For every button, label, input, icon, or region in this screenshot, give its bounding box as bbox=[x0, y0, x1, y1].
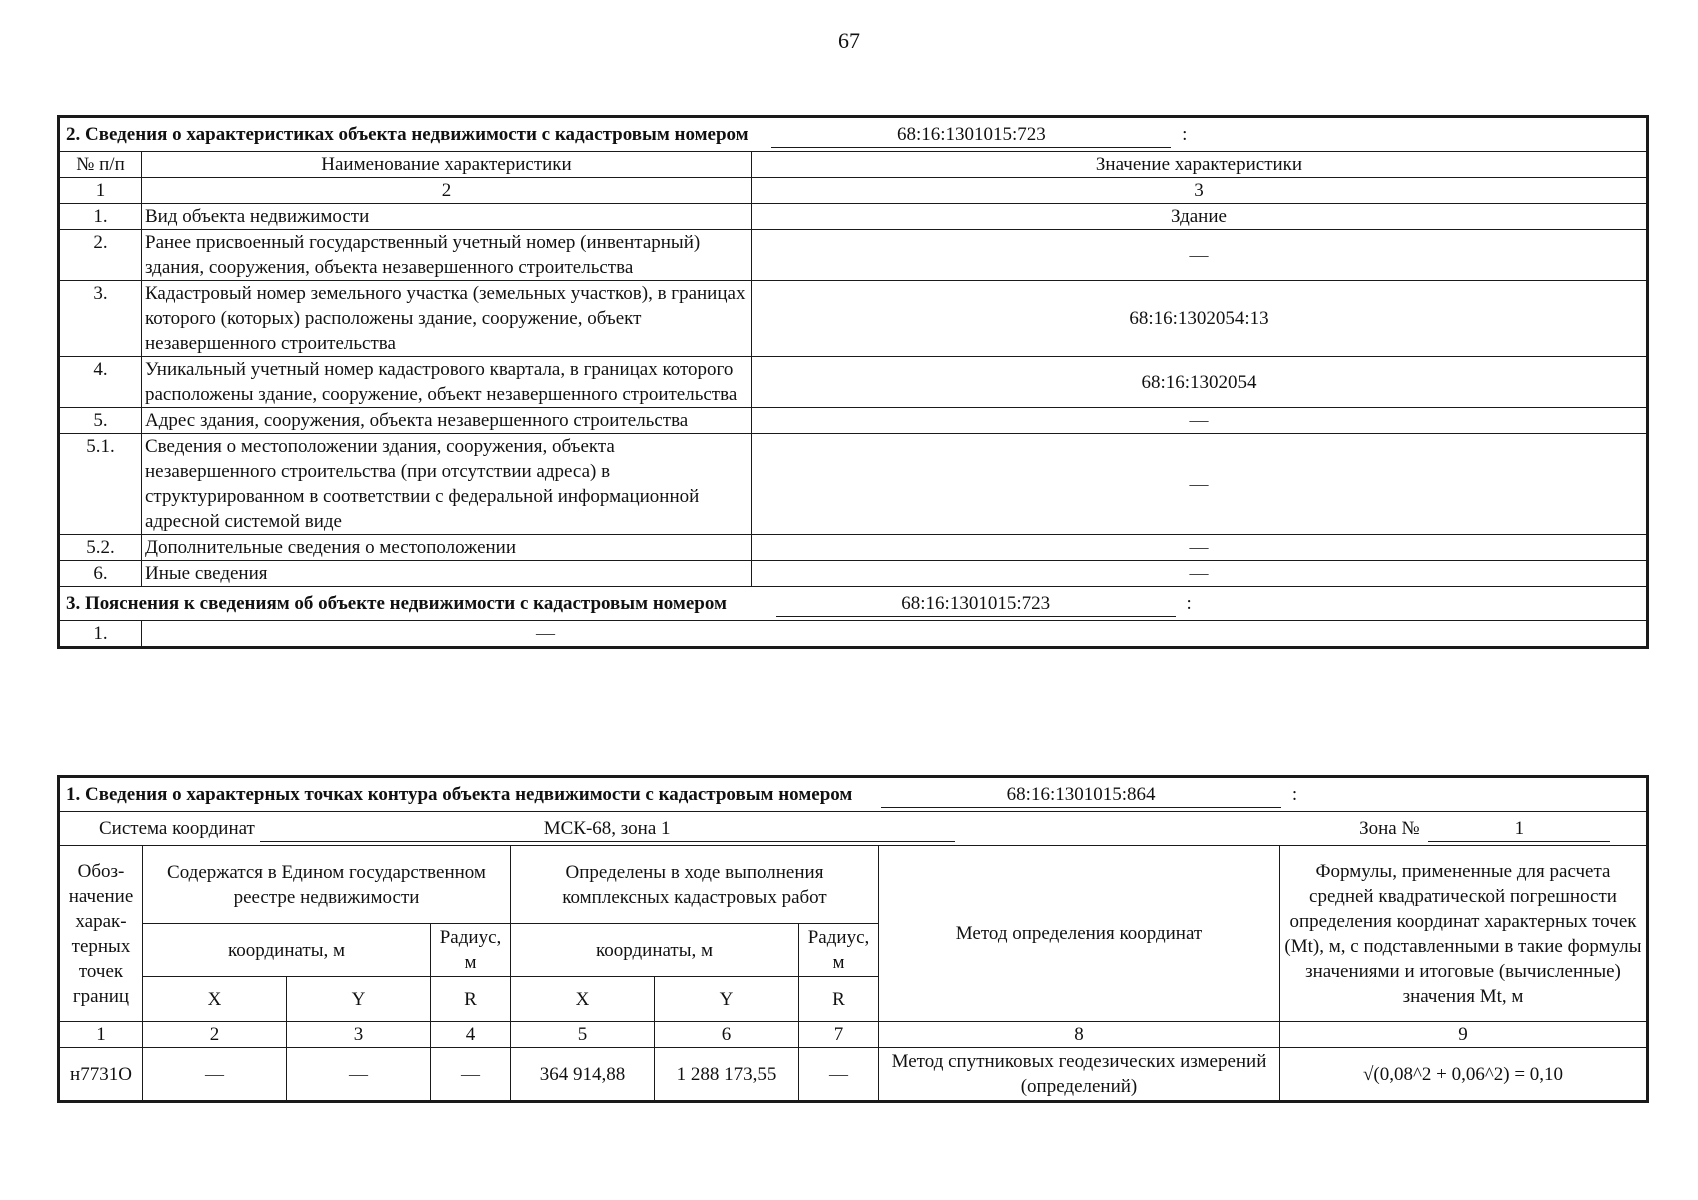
header-r: R bbox=[799, 977, 879, 1022]
row-value: — bbox=[752, 408, 1647, 434]
table-row bbox=[60, 1048, 1647, 1101]
table-row bbox=[60, 408, 1647, 434]
zone-value: 1 bbox=[1428, 817, 1610, 842]
header-name: Наименование характеристики bbox=[142, 152, 752, 178]
row-value: — bbox=[752, 230, 1647, 281]
index-cell: 2 bbox=[143, 1022, 287, 1048]
header-egrn-radius: Радиус, м bbox=[431, 924, 511, 977]
row-name: Уникальный учетный номер кадастрового квартала, в границах которого расположены здание, сооружение, объект незавершенного строительства bbox=[142, 357, 752, 408]
row-num: 5.2. bbox=[60, 535, 142, 561]
row-value: 68:16:1302054 bbox=[752, 357, 1647, 408]
index-cell: 5 bbox=[511, 1022, 655, 1048]
coord-system-value: МСК-68, зона 1 bbox=[260, 817, 955, 842]
row-num: 2. bbox=[60, 230, 142, 281]
header-value: Значение характеристики bbox=[752, 152, 1647, 178]
header-kkr: Определены в ходе выполнения комплексных кадастровых работ bbox=[511, 846, 879, 924]
index-cell: 9 bbox=[1280, 1022, 1647, 1048]
row-value: — bbox=[752, 535, 1647, 561]
row-num: 5.1. bbox=[60, 434, 142, 535]
row-name: Дополнительные сведения о местоположении bbox=[142, 535, 752, 561]
header-point: Обоз-начение харак-терных точек границ bbox=[60, 846, 143, 1022]
egrn-r: — bbox=[431, 1048, 511, 1101]
table-row bbox=[60, 281, 1647, 357]
row-name: Адрес здания, сооружения, объекта незавершенного строительства bbox=[142, 408, 752, 434]
header-y: Y bbox=[287, 977, 431, 1022]
egrn-y: — bbox=[287, 1048, 431, 1101]
index-cell: 2 bbox=[142, 178, 752, 204]
section-3-title: 3. Пояснения к сведениям об объекте недвижимости с кадастровым номером bbox=[66, 592, 727, 614]
row-num: 6. bbox=[60, 561, 142, 587]
zone-label: Зона № bbox=[1359, 817, 1420, 839]
method: Метод спутниковых геодезических измерений (определений) bbox=[879, 1048, 1280, 1101]
row-value: — bbox=[752, 434, 1647, 535]
row-value: Здание bbox=[752, 204, 1647, 230]
row-num: 1. bbox=[60, 621, 142, 647]
coord-system-label: Система координат bbox=[99, 817, 255, 839]
row-name: Ранее присвоенный государственный учетный номер (инвентарный) здания, сооружения, объекта незавершенного строительства bbox=[142, 230, 752, 281]
table-row bbox=[60, 204, 1647, 230]
row-value: — bbox=[142, 621, 1647, 647]
table-row bbox=[60, 561, 1647, 587]
formula: √(0,08^2 + 0,06^2) = 0,10 bbox=[1280, 1048, 1647, 1101]
table-row bbox=[60, 230, 1647, 281]
header-y: Y bbox=[655, 977, 799, 1022]
row-num: 1. bbox=[60, 204, 142, 230]
row-name: Иные сведения bbox=[142, 561, 752, 587]
section-1-title: 1. Сведения о характерных точках контура объекта недвижимости с кадастровым номером bbox=[66, 783, 853, 805]
egrn-x: — bbox=[143, 1048, 287, 1101]
header-formula: Формулы, примененные для расчета средней квадратической погрешности определения координат характерных точек (Mt), м, с подставленными в такие формулы значениями и итоговые (вычисленные) значения Mt, м bbox=[1280, 846, 1647, 1022]
index-cell: 1 bbox=[60, 178, 142, 204]
row-num: 5. bbox=[60, 408, 142, 434]
row-num: 4. bbox=[60, 357, 142, 408]
header-egrn: Содержатся в Едином государственном реестре недвижимости bbox=[143, 846, 511, 924]
section-3-header bbox=[60, 587, 1647, 621]
header-x: X bbox=[511, 977, 655, 1022]
header-kkr-coords: координаты, м bbox=[511, 924, 799, 977]
row-name: Сведения о местоположении здания, сооружения, объекта незавершенного строительства (при отсутствии адреса) в структурированном в соответствии с федеральной информационной адресной системой виде bbox=[142, 434, 752, 535]
row-num: 3. bbox=[60, 281, 142, 357]
section-1-header bbox=[60, 778, 1647, 812]
kkr-x: 364 914,88 bbox=[511, 1048, 655, 1101]
kkr-y: 1 288 173,55 bbox=[655, 1048, 799, 1101]
index-cell: 3 bbox=[752, 178, 1647, 204]
coordinate-system-row bbox=[60, 812, 1647, 846]
header-kkr-radius: Радиус, м bbox=[799, 924, 879, 977]
index-cell: 3 bbox=[287, 1022, 431, 1048]
kkr-r: — bbox=[799, 1048, 879, 1101]
row-value: 68:16:1302054:13 bbox=[752, 281, 1647, 357]
row-value: — bbox=[752, 561, 1647, 587]
header-r: R bbox=[431, 977, 511, 1022]
header-x: X bbox=[143, 977, 287, 1022]
section-1-colon: : bbox=[1291, 783, 1298, 805]
table-row bbox=[60, 535, 1647, 561]
section-2-title: 2. Сведения о характеристиках объекта недвижимости с кадастровым номером bbox=[66, 123, 749, 145]
section-3-colon: : bbox=[1186, 592, 1192, 614]
header-num: № п/п bbox=[60, 152, 142, 178]
page-number: 67 bbox=[838, 28, 860, 53]
row-name: Вид объекта недвижимости bbox=[142, 204, 752, 230]
section-2-characteristics bbox=[57, 115, 1649, 649]
index-cell: 6 bbox=[655, 1022, 799, 1048]
header-method: Метод определения координат bbox=[879, 846, 1280, 1022]
index-cell: 8 bbox=[879, 1022, 1280, 1048]
index-cell: 1 bbox=[60, 1022, 143, 1048]
row-name: Кадастровый номер земельного участка (земельных участков), в границах которого (которых) расположены здание, сооружение, объект незавершенного строительства bbox=[142, 281, 752, 357]
section-1-cadastral-number: 68:16:1301015:864 bbox=[881, 783, 1281, 808]
table-row bbox=[60, 621, 1647, 647]
section-3-cadastral-number: 68:16:1301015:723 bbox=[776, 592, 1176, 617]
table-row bbox=[60, 357, 1647, 408]
section-1-points bbox=[57, 775, 1649, 1103]
header-egrn-coords: координаты, м bbox=[143, 924, 431, 977]
index-cell: 7 bbox=[799, 1022, 879, 1048]
section-2-cadastral-number: 68:16:1301015:723 bbox=[771, 123, 1171, 148]
section-2-header bbox=[60, 118, 1647, 152]
section-2-colon: : bbox=[1182, 123, 1188, 145]
table-row bbox=[60, 434, 1647, 535]
index-cell: 4 bbox=[431, 1022, 511, 1048]
point-id: н7731О bbox=[60, 1048, 143, 1101]
